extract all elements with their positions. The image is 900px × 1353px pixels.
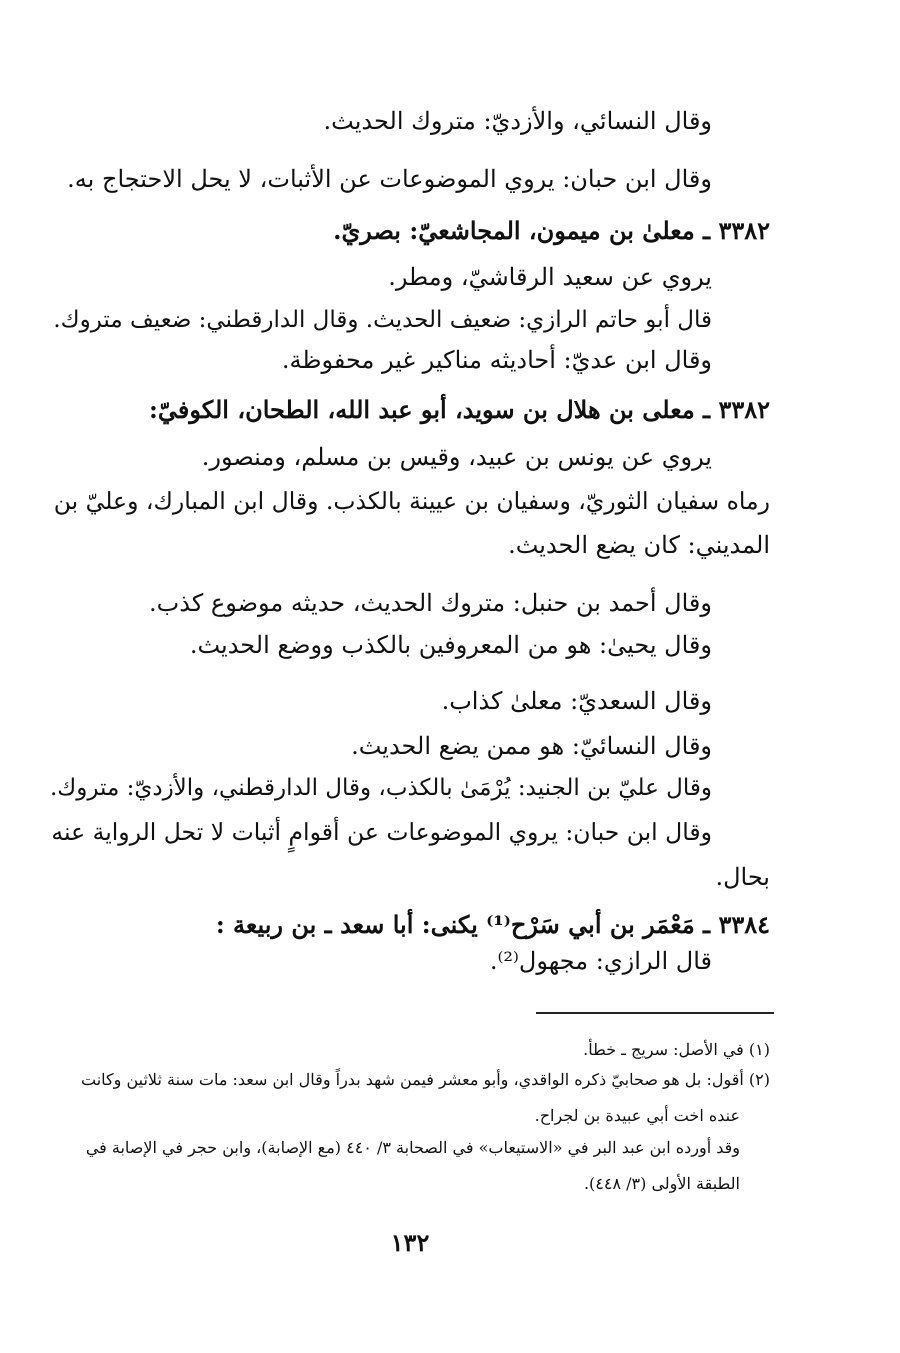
text-line: بحال. [715, 863, 770, 891]
entry-heading: ٣٣٨٤ ـ مَعْمَر بن أبي سَرْح⁽¹⁾ يكنى: أبا سعد ـ بن ربيعة : [215, 910, 770, 939]
text-line: يروي عن يونس بن عبيد، وقيس بن مسلم، ومنصور. [201, 443, 712, 471]
footnote-separator [536, 1012, 774, 1014]
footnote-line: (٢) أقول: بل هو صحابيّ ذكره الواقدي، وأبو معشر فيمن شهد بدراً وقال ابن سعد: مات سنة ثلاثين وكانت [81, 1070, 770, 1089]
text-line: وقال يحيىٰ: هو من المعروفين بالكذب ووضع الحديث. [189, 631, 712, 659]
text-line: وقال النسائي، والأزديّ: متروك الحديث. [323, 107, 712, 135]
text-line: وقال ابن حبان: يروي الموضوعات عن الأثبات، لا يحل الاحتجاج به. [67, 165, 712, 193]
text-line: وقال السعديّ: معلىٰ كذاب. [441, 687, 712, 715]
text-line: المديني: كان يضع الحديث. [508, 531, 770, 559]
text-line: وقال النسائيّ: هو ممن يضع الحديث. [351, 732, 712, 760]
footnote-line: وقد أورده ابن عبد البر في «الاستيعاب» في الصحابة ٣/ ٤٤٠ (مع الإصابة)، وابن حجر في الإصابة في [85, 1138, 740, 1157]
text-line: وقال عليّ بن الجنيد: يُرْمَىٰ بالكذب، وقال الدارقطني، والأزديّ: متروك. [49, 775, 712, 801]
entry-heading: ٣٣٨٢ ـ معلىٰ بن ميمون، المجاشعيّ: بصريّ. [333, 216, 770, 245]
footnote-line: عنده اخت أبي عبيدة بن لجراح. [534, 1106, 740, 1125]
entry-heading: ٣٣٨٢ ـ معلى بن هلال بن سويد، أبو عبد الله، الطحان، الكوفيّ: [149, 395, 770, 424]
text-line: رماه سفيان الثوريّ، وسفيان بن عيينة بالكذب. وقال ابن المبارك، وعليّ بن [53, 487, 770, 515]
text-line: قال الرازي: مجهول⁽²⁾. [489, 947, 712, 975]
text-line: قال أبو حاتم الرازي: ضعيف الحديث. وقال الدارقطني: ضعيف متروك. [53, 307, 712, 333]
text-line: وقال ابن حبان: يروي الموضوعات عن أقوامٍ أثبات لا تحل الرواية عنه [51, 818, 712, 846]
footnote-line: (١) في الأصل: سريج ـ خطأ. [583, 1040, 770, 1059]
text-line: وقال أحمد بن حنبل: متروك الحديث، حديثه موضوع كذب. [149, 589, 712, 617]
page-number: ١٣٢ [390, 1228, 430, 1257]
text-line: وقال ابن عديّ: أحاديثه مناكير غير محفوظة. [281, 346, 712, 374]
footnote-line: الطبقة الأولى (٣/ ٤٤٨). [583, 1174, 740, 1193]
text-line: يروي عن سعيد الرقاشيّ، ومطر. [388, 263, 712, 291]
